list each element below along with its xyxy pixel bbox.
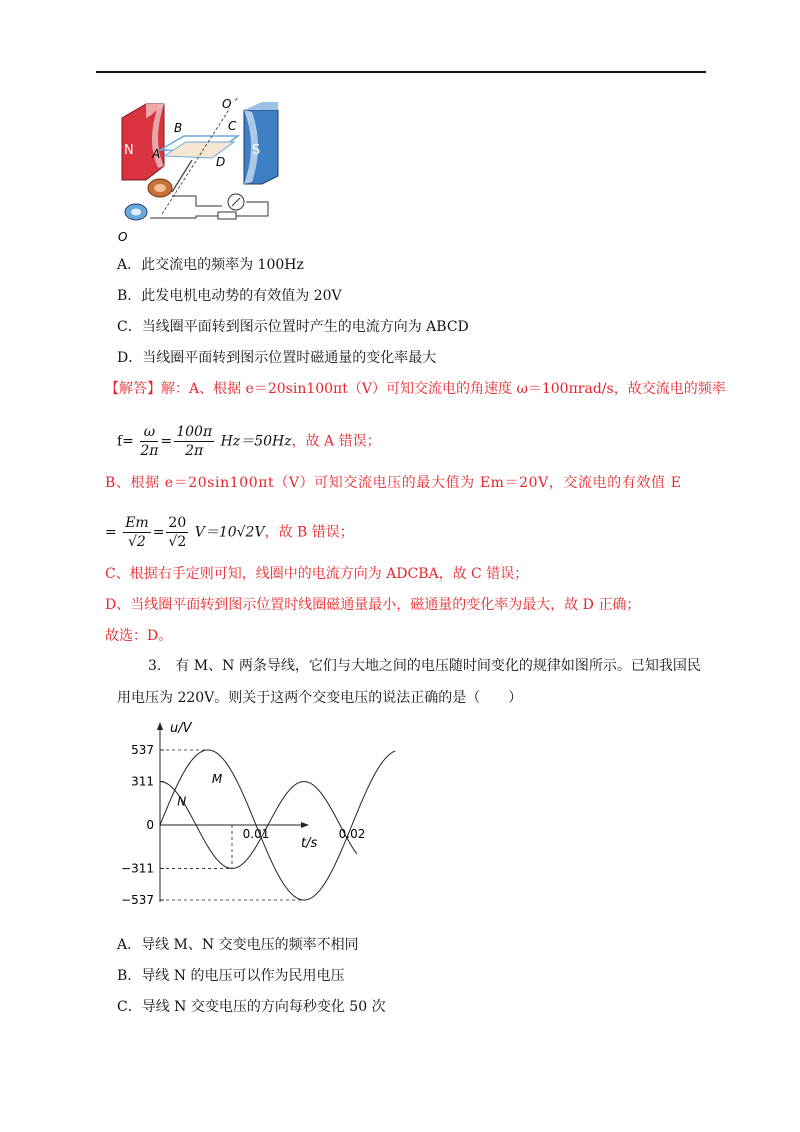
y-tick-label: 0 bbox=[146, 818, 154, 832]
option-1b: B．此发电机电动势的有效值为 20V bbox=[117, 288, 342, 304]
question3-line2: 用电压为 220V。则关于这两个交变电压的说法正确的是（ ） bbox=[117, 690, 523, 706]
y-tick-label: 311 bbox=[131, 774, 154, 789]
em-numerator: Em bbox=[125, 515, 149, 531]
frequency-conclusion: ，故 A 错误； bbox=[291, 433, 381, 450]
x-axis-label: t/s bbox=[301, 836, 318, 851]
a-label: A bbox=[152, 147, 161, 161]
option-1d: D．当线圈平面转到图示位置时磁通量的变化率最大 bbox=[117, 350, 437, 366]
frequency-formula: f= $\frac{\omega}{2\pi}$ = $\frac{100\pi}{2\pi}$ Hz＝50Hz，故 A 错误； bbox=[117, 424, 381, 459]
pi-numerator: 100π bbox=[176, 424, 213, 440]
o-prime-label: O´ bbox=[222, 97, 238, 111]
answer-line-d: D、当线圈平面转到图示位置时线圈磁通量最小，磁通量的变化率为最大，故 D 正确； bbox=[105, 597, 641, 613]
question3-line1: 3. 有 M、N 两条导线，它们与大地之间的电压随时间变化的规律如图所示。已知我国民 bbox=[148, 658, 701, 674]
series-m-label: M bbox=[211, 772, 223, 787]
answer-line-a bbox=[105, 379, 726, 399]
resistor-icon bbox=[218, 212, 236, 219]
fraction-omega bbox=[140, 423, 158, 460]
fraction-100pi bbox=[174, 423, 214, 460]
omega-numerator: ω bbox=[140, 423, 158, 442]
twenty-numerator: 20 bbox=[168, 515, 187, 531]
omega-denominator: 2π bbox=[140, 443, 159, 459]
b-label: B bbox=[174, 121, 183, 135]
twenty-denominator: √2 bbox=[168, 534, 187, 550]
series-n-label: N bbox=[177, 794, 187, 809]
option-3b: B．导线 N 的电压可以作为民用电压 bbox=[117, 968, 345, 984]
em-denominator: √2 bbox=[128, 534, 146, 550]
answer-choice: 故选：D。 bbox=[105, 628, 173, 644]
option-1c: C．当线圈平面转到图示位置时产生的电流方向为 ABCD bbox=[117, 319, 469, 335]
x-tick-label: 0.01 bbox=[242, 827, 270, 841]
header-rule bbox=[96, 71, 706, 73]
rms-formula: = $\frac{Em}{√2}$ = $\frac{20}{√2}$ V＝10√2V，故 B 错误； bbox=[105, 515, 354, 550]
fraction-20 bbox=[166, 514, 188, 551]
frequency-result: Hz＝50Hz bbox=[220, 433, 292, 450]
y-tick-label: 537 bbox=[131, 743, 154, 757]
n-label: N bbox=[124, 143, 134, 158]
generator-diagram bbox=[112, 96, 277, 244]
fraction-em bbox=[123, 514, 151, 551]
y-tick-label: −311 bbox=[121, 861, 154, 876]
answer-text-a: 解：A、根据 e＝20sin100πt（V）可知交流电的角速度 ω＝100πrad/s，故交流电的频率 bbox=[161, 381, 726, 397]
answer-line-c: C、根据右手定则可知，线圈中的电流方向为 ADCBA，故 C 错误； bbox=[105, 566, 529, 582]
d-label: D bbox=[216, 155, 226, 169]
c-label: C bbox=[228, 119, 237, 133]
y-axis-label: u/V bbox=[170, 721, 192, 736]
f-prefix: f= bbox=[117, 433, 134, 450]
option-3c: C．导线 N 交变电压的方向每秒变化 50 次 bbox=[117, 999, 386, 1015]
rms-result: V＝10√2V bbox=[194, 524, 265, 541]
y-tick-label: −537 bbox=[121, 893, 154, 907]
x-tick-label: 0.02 bbox=[338, 827, 366, 841]
y-axis-arrow bbox=[157, 722, 163, 730]
voltage-chart bbox=[108, 712, 366, 912]
pi-denominator: 2π bbox=[185, 443, 204, 459]
x-axis-arrow bbox=[301, 822, 309, 828]
option-1a: A．此交流电的频率为 100Hz bbox=[117, 257, 304, 273]
answer-line-b: B、根据 e＝20sin100πt（V）可知交流电压的最大值为 Em＝20V，交流电的有效值 E bbox=[105, 475, 682, 491]
s-label: S bbox=[252, 143, 261, 158]
option-3a: A．导线 M、N 交变电压的频率不相同 bbox=[117, 937, 359, 953]
rms-conclusion: ，故 B 错误； bbox=[264, 524, 354, 541]
o-label: O bbox=[118, 230, 128, 244]
answer-tag: 【解答】 bbox=[105, 381, 161, 397]
e-prefix: = bbox=[105, 524, 117, 541]
